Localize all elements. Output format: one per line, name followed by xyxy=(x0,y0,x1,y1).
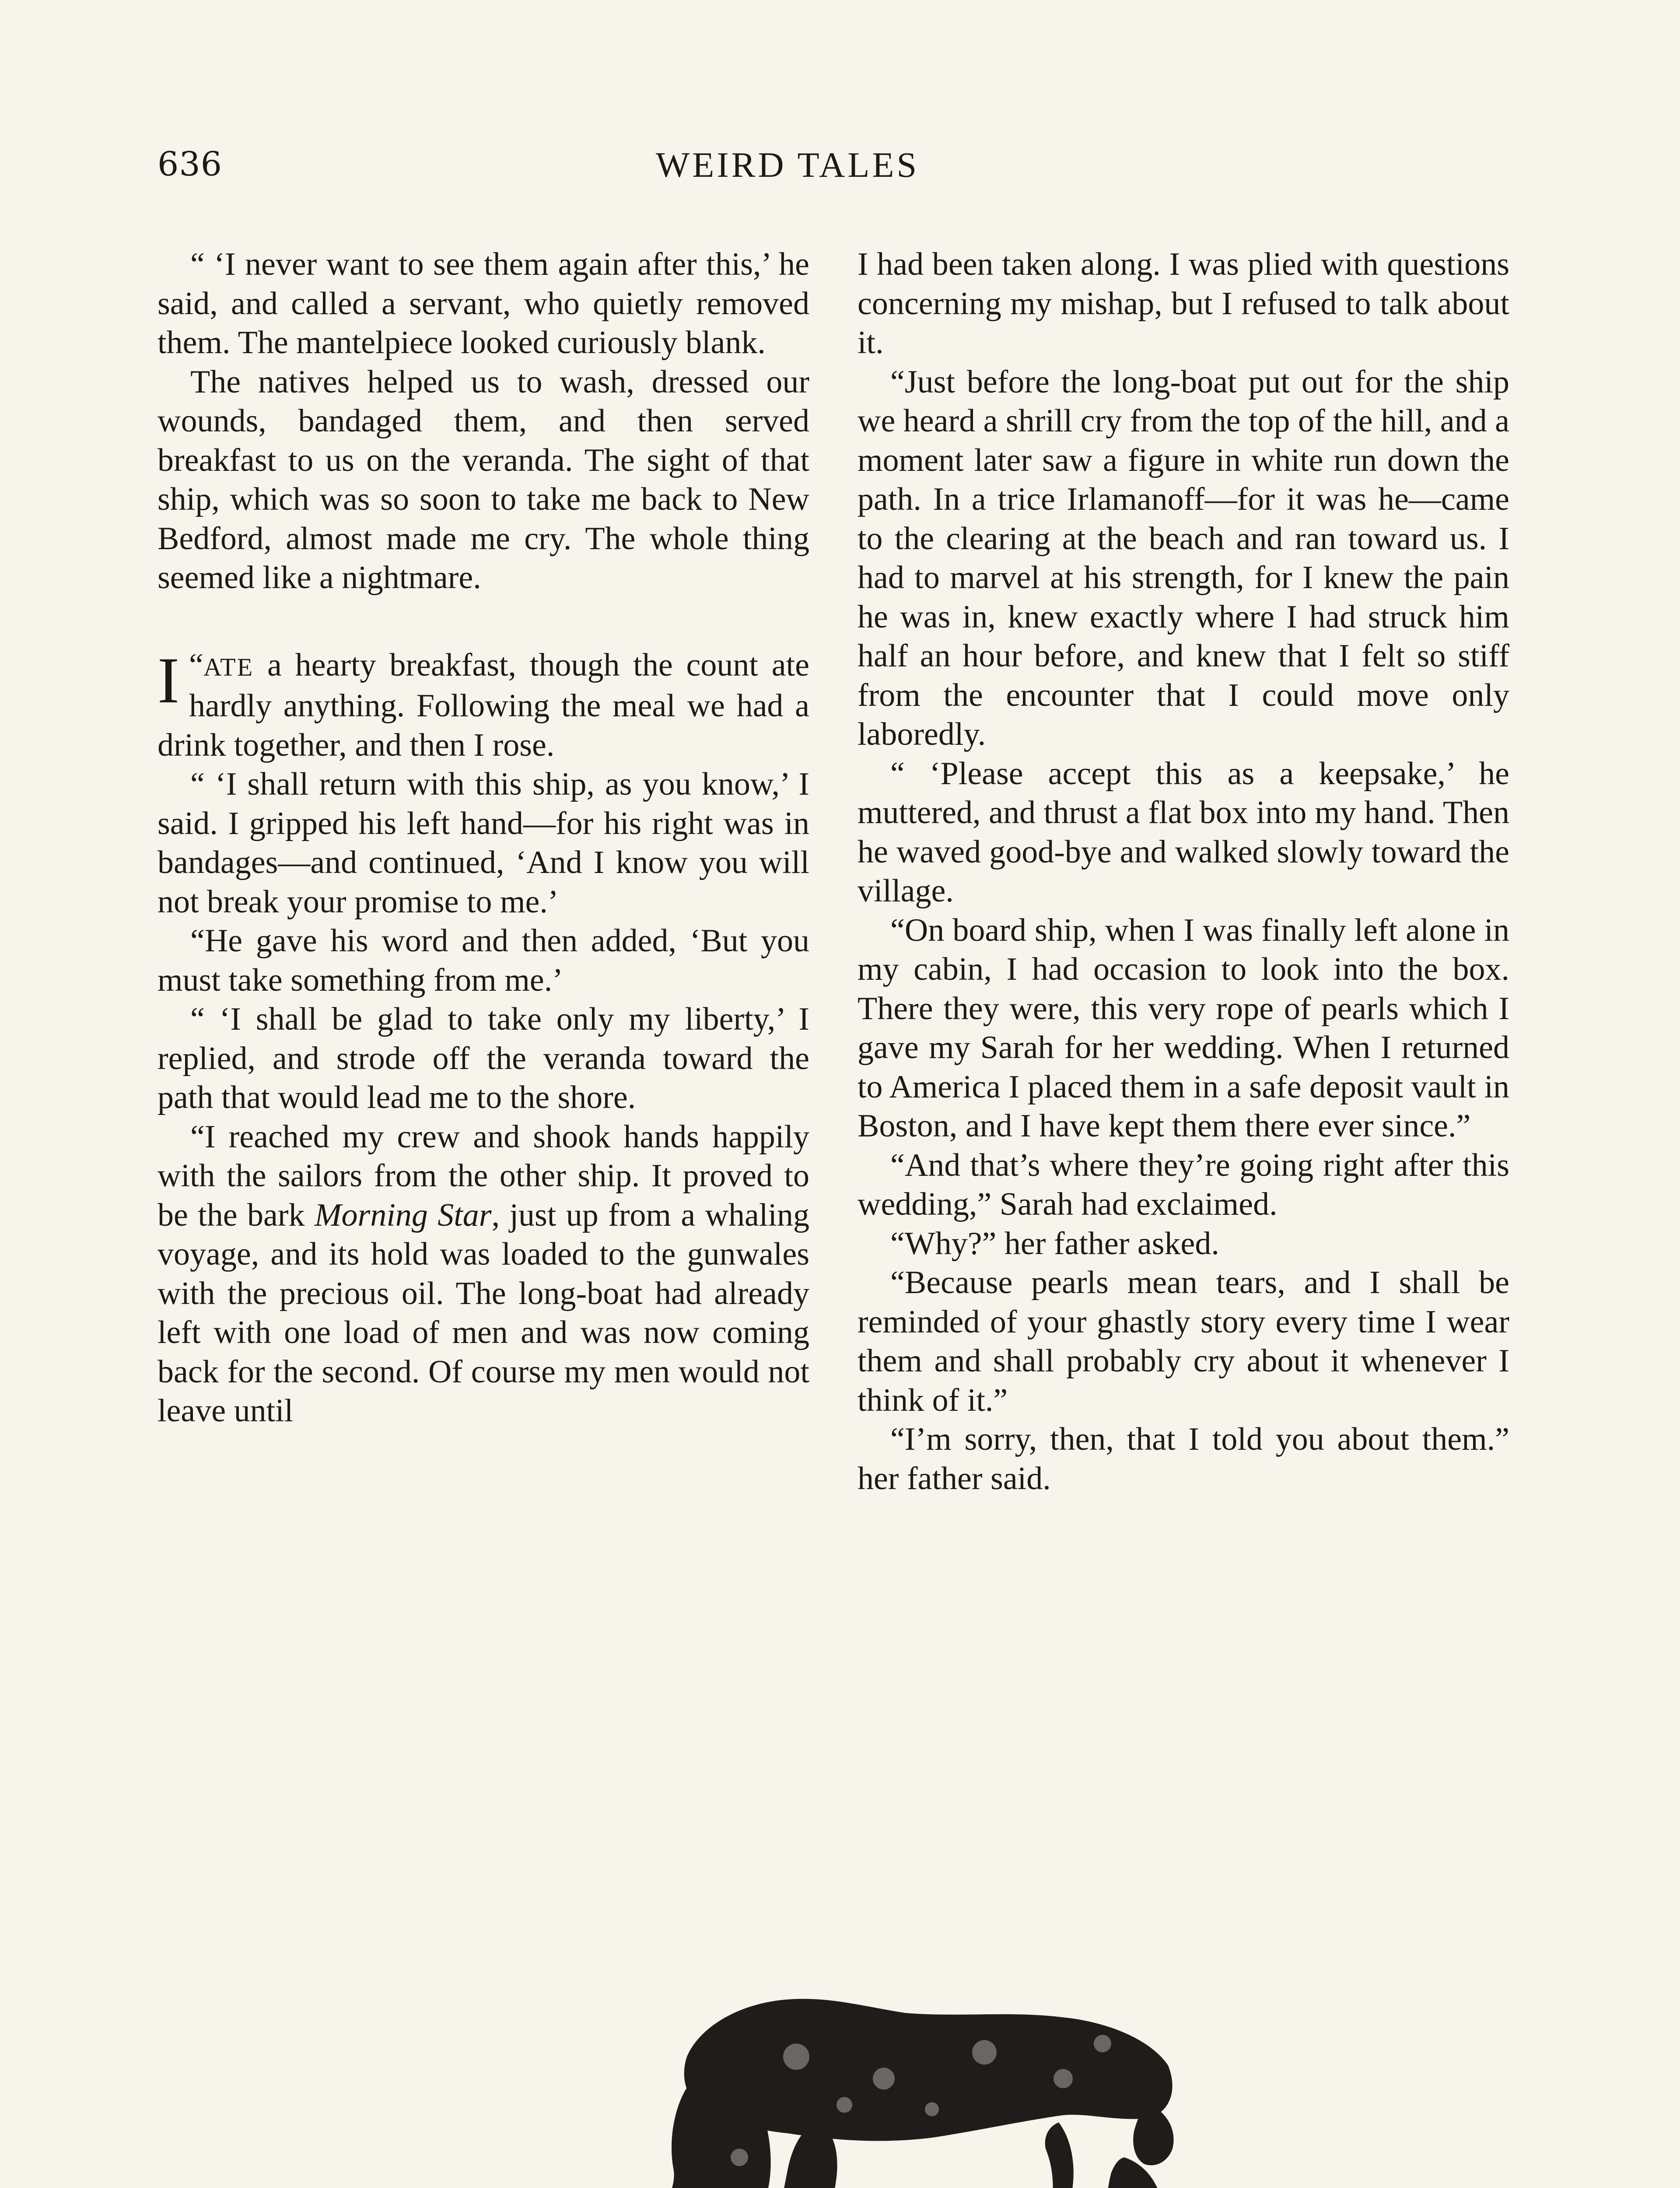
paragraph: The natives helped us to wash, dressed our wounds, bandaged them, and then served breakfast to us on the veranda. The sight of that ship, which was so soon to take me back to New Bedford, almost made me cry. The whole thing seemed like a nightmare. xyxy=(158,364,809,596)
paragraph-text: , just up from a whaling voyage, and its hold was loaded to the gunwales with the precious oil. The long-boat had already left with one load of men and was now coming back for the second. Of course my men would not leave until xyxy=(158,1197,809,1429)
page-header xyxy=(158,144,1418,197)
paragraph: “And that’s where they’re going right after this wedding,” Sarah had exclaimed. xyxy=(858,1147,1509,1222)
page-number: 636 xyxy=(158,144,223,183)
drop-cap: I xyxy=(158,644,179,717)
opening-quote: “ xyxy=(189,647,203,683)
section-opening-paragraph xyxy=(158,646,809,765)
paragraph-text: “I reached my crew and shook hands happily with the sailors from the other ship. It proved to be the bark xyxy=(158,1119,809,1233)
paragraph-text: a hearty breakfast, though the count ate hardly anything. Following the meal we had a drink together, and then I rose. xyxy=(158,647,809,763)
paragraph: “ ‘Please accept this as a keepsake,’ he muttered, and thrust a flat box into my hand. Then he waved good-bye and walked slowly toward the village. xyxy=(858,755,1509,909)
right-column xyxy=(858,245,1509,1498)
paragraph: “He gave his word and then added, ‘But you must take something from me.’ xyxy=(158,923,809,998)
paragraph: “Why?” her father asked. xyxy=(890,1225,1219,1262)
running-title: WEIRD TALES xyxy=(655,145,920,185)
paragraph: “On board ship, when I was finally left alone in my cabin, I had occasion to look into the box. There they were, this very rope of pearls which I gave my Sarah for her wedding. When I returned to America I placed them in a safe deposit vault in Boston, and I have kept them there ever since.” xyxy=(858,912,1509,1144)
tailpiece-illustration xyxy=(162,1912,1518,2188)
small-caps-word: ATE xyxy=(203,652,254,681)
paragraph: I had been taken along. I was plied with questions concerning my mishap, but I refused to talk about it. xyxy=(858,246,1509,361)
two-figures-carrying-load-silhouette xyxy=(162,1912,1518,2188)
paragraph: “Just before the long-boat put out for the ship we heard a shrill cry from the top of the hill, and a moment later saw a figure in white run down the path. In a trice Irlamanoff—for it was he—came to the clearing at the beach and ran toward us. I had to marvel at his strength, for I knew the pain he was in, knew exactly where I had struck him half an hour before, and knew that I felt so stiff from the encounter that I could move only laboredly. xyxy=(858,364,1509,752)
left-column xyxy=(158,245,809,1431)
paragraph: “ ‘I never want to see them again after this,’ he said, and called a servant, who quietly removed them. The mantelpiece looked curiously blank. xyxy=(158,246,809,361)
paragraph xyxy=(158,1118,809,1431)
paragraph: “ ‘I shall return with this ship, as you know,’ I said. I gripped his left hand—for his right was in bandages—and continued, ‘And I know you will not break your promise to me.’ xyxy=(158,766,809,920)
ship-name: Morning Star xyxy=(314,1197,492,1233)
paragraph: “ ‘I shall be glad to take only my liberty,’ I replied, and strode off the veranda toward the path that would lead me to the shore. xyxy=(158,1001,809,1115)
paragraph: “Because pearls mean tears, and I shall be reminded of your ghastly story every time I wear them and shall probably cry about it whenever I think of it.” xyxy=(858,1265,1509,1418)
paragraph: “I’m sorry, then, that I told you about them.” her father said. xyxy=(858,1421,1509,1497)
